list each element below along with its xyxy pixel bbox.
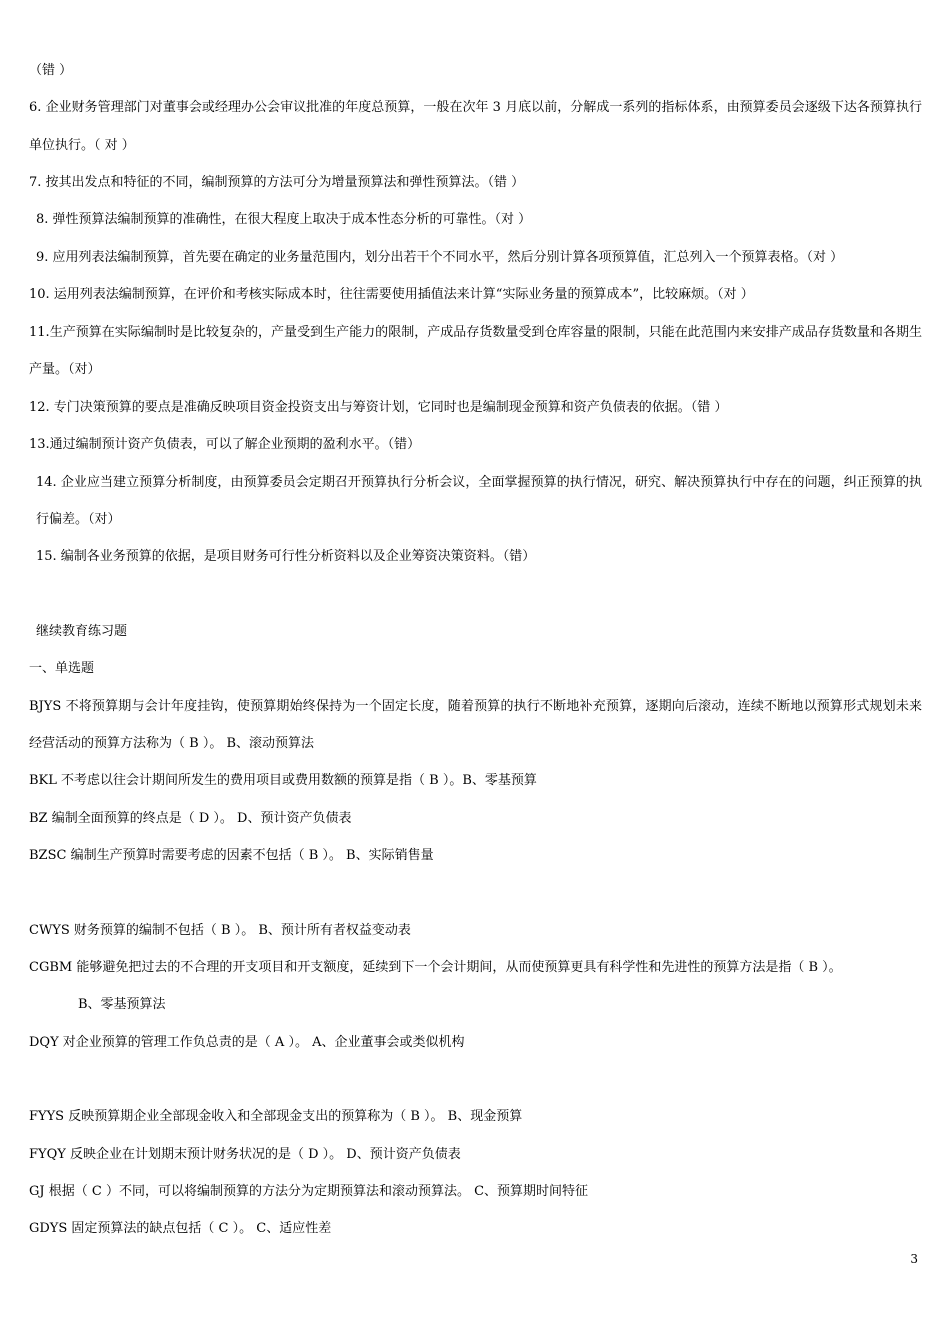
- tf-item-6: 6. 企业财务管理部门对董事会或经理办公会审议批准的年度总预算，一般在次年 3 月底以前，分解成一系列的指标体系，由预算委员会逐级下达各预算执行单位执行。（ 对 ）: [29, 100, 922, 153]
- tf-item-12: 12. 专门决策预算的要点是准确反映项目资金投资支出与筹资计划，它同时也是编制现金预算和资产负债表的依据。（错 ）: [29, 400, 728, 415]
- section-title: 继续教育练习题: [36, 624, 128, 639]
- tf-item-10: 10. 运用列表法编制预算，在评价和考核实际成本时，往往需要使用插值法来计算“实际业务量的预算成本”，比较麻烦。（对 ）: [29, 287, 754, 302]
- tf-item-11: 11.生产预算在实际编制时是比较复杂的，产量受到生产能力的限制，产成品存货数量受到仓库容量的限制，只能在此范围内来安排产成品存货数量和各期生产量。（对）: [29, 325, 922, 377]
- mc-item-bkl: BKL 不考虑以往会计期间所发生的费用项目或费用数额的预算是指（ B ）。B、零基预算: [29, 773, 537, 788]
- mc-item-cwys: CWYS 财务预算的编制不包括（ B ）。 B、预计所有者权益变动表: [29, 923, 411, 938]
- tf-item-5-answer: （错 ）: [29, 63, 73, 78]
- tf-item-13: 13.通过编制预计资产负债表，可以了解企业预期的盈利水平。（错）: [29, 437, 421, 452]
- mc-item-bz: BZ 编制全面预算的终点是（ D ）。 D、预计资产负债表: [29, 811, 352, 826]
- mc-item-bzsc: BZSC 编制生产预算时需要考虑的因素不包括（ B ）。 B、实际销售量: [29, 848, 434, 863]
- tf-item-7: 7. 按其出发点和特征的不同，编制预算的方法可分为增量预算法和弹性预算法。（错 ）: [29, 175, 525, 190]
- tf-item-15: 15. 编制各业务预算的依据，是项目财务可行性分析资料以及企业筹资决策资料。（错）: [36, 549, 536, 564]
- subsection-title: 一、单选题: [29, 661, 95, 676]
- tf-item-8: 8. 弹性预算法编制预算的准确性，在很大程度上取决于成本性态分析的可靠性。（对 ）: [36, 212, 532, 227]
- mc-item-gdys: GDYS 固定预算法的缺点包括（ C ）。 C、适应性差: [29, 1221, 332, 1236]
- mc-item-gj: GJ 根据（ C ）不同，可以将编制预算的方法分为定期预算法和滚动预算法。 C、预算期时间特征: [29, 1184, 589, 1199]
- mc-item-cgbm-answer: B、零基预算法: [78, 997, 166, 1012]
- mc-item-bjys: BJYS 不将预算期与会计年度挂钩，使预算期始终保持为一个固定长度，随着预算的执行不断地补充预算，逐期向后滚动，连续不断地以预算形式规划未来经营活动的预算方法称为（ B ）。 B、滚动预算法: [29, 699, 922, 751]
- mc-item-dqy: DQY 对企业预算的管理工作负总责的是（ A ）。 A、企业董事会或类似机构: [29, 1035, 465, 1050]
- mc-item-fyys: FYYS 反映预算期企业全部现金收入和全部现金支出的预算称为（ B ）。 B、现金预算: [29, 1109, 523, 1124]
- mc-item-fyqy: FYQY 反映企业在计划期末预计财务状况的是（ D ）。 D、预计资产负债表: [29, 1147, 461, 1162]
- tf-item-9: 9. 应用列表法编制预算，首先要在确定的业务量范围内，划分出若干个不同水平，然后分别计算各项预算值，汇总列入一个预算表格。（对 ）: [36, 250, 844, 265]
- tf-item-14: 14. 企业应当建立预算分析制度，由预算委员会定期召开预算执行分析会议，全面掌握预算的执行情况，研究、解决预算执行中存在的问题，纠正预算的执行偏差。（对）: [36, 475, 922, 527]
- mc-item-cgbm: CGBM 能够避免把过去的不合理的开支项目和开支额度，延续到下一个会计期间，从而使预算更具有科学性和先进性的预算方法是指（ B ）。: [29, 960, 842, 975]
- page-number: 3: [910, 1252, 918, 1266]
